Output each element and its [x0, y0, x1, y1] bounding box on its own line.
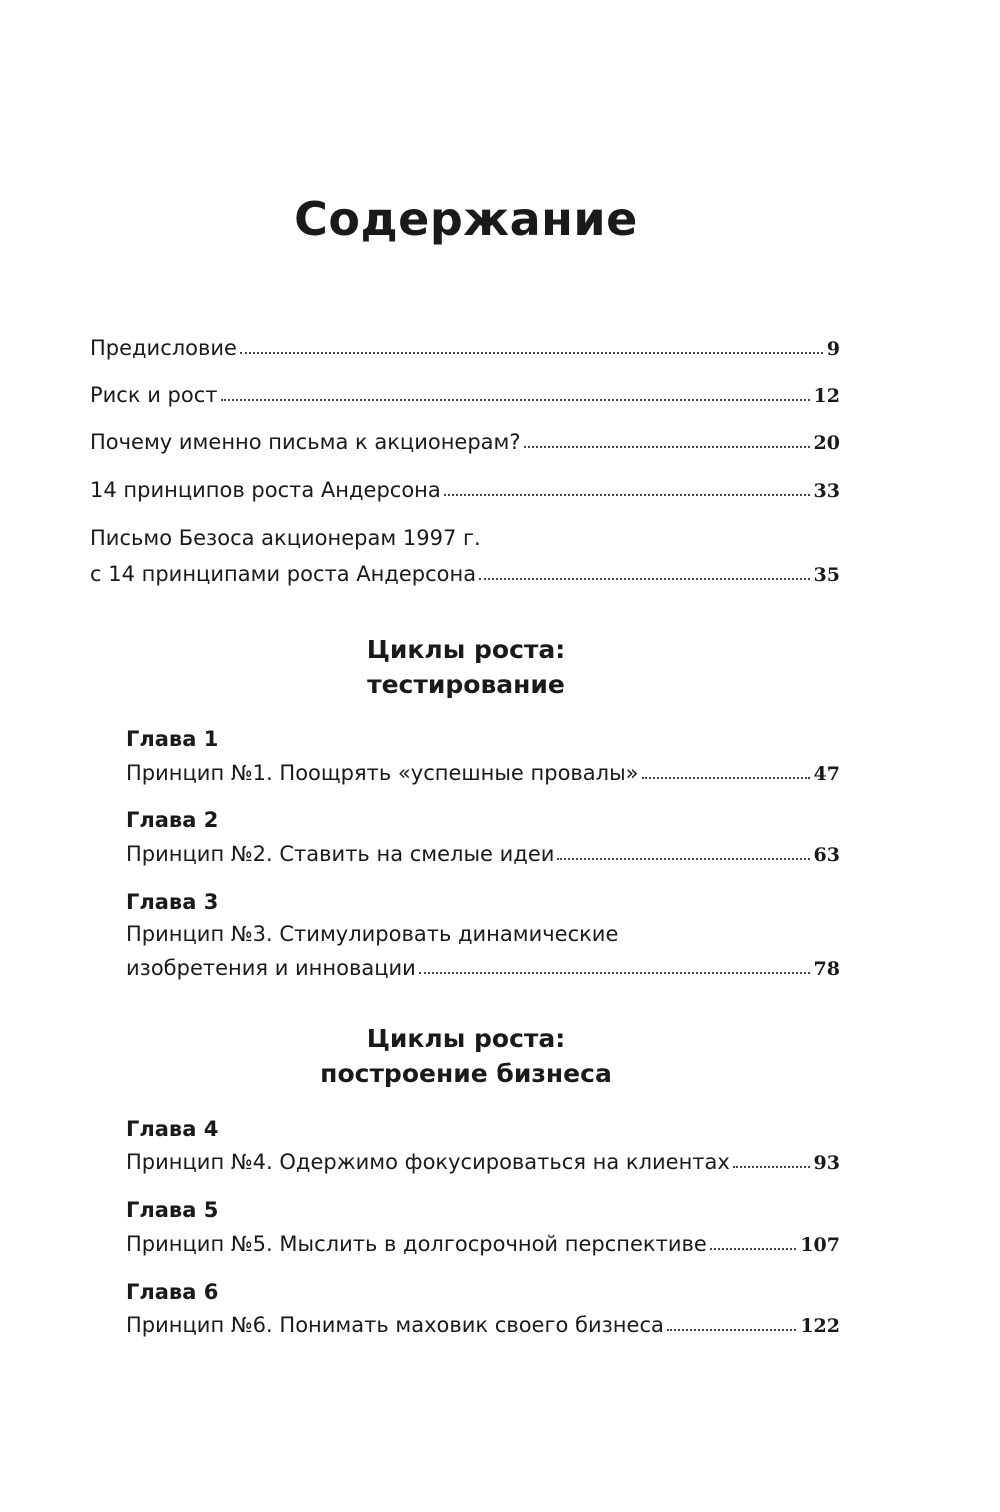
chapter-label: Глава 4: [126, 1117, 219, 1141]
page-title: Содержание: [294, 192, 638, 246]
toc-entry-label: Принцип №5. Мыслить в долгосрочной перспективе: [126, 1232, 707, 1256]
toc-entry-label-line1: Письмо Безоса акционерам 1997 г.: [90, 526, 481, 550]
toc-entry-page: 122: [800, 1315, 840, 1337]
toc-entry-label: Принцип №2. Ставить на смелые идеи: [126, 842, 555, 866]
toc-entry-page: 9: [826, 338, 840, 360]
chapter-label: Глава 5: [126, 1198, 219, 1222]
chapter-label: Глава 1: [126, 727, 219, 751]
toc-entry-label: Риск и рост: [90, 383, 218, 407]
toc-entry[interactable]: [126, 958, 840, 979]
dot-leader: [221, 399, 810, 401]
dot-leader: [524, 446, 810, 448]
toc-entry[interactable]: [90, 480, 840, 501]
dot-leader: [240, 352, 823, 354]
section-title: [0, 632, 932, 702]
toc-entry-label: изобретения и инновации: [126, 956, 416, 980]
toc-entry-page: 20: [813, 432, 840, 454]
section-title-line2: построение бизнеса: [320, 1059, 612, 1088]
toc-entry-page: 33: [813, 480, 840, 502]
dot-leader: [557, 858, 809, 860]
dot-leader: [642, 777, 810, 779]
toc-entry[interactable]: [126, 1234, 840, 1255]
toc-entry-label: Предисловие: [90, 336, 237, 360]
toc-entry-page: 93: [813, 1152, 840, 1174]
section-title: [0, 1021, 932, 1091]
dot-leader: [479, 578, 809, 580]
toc-entry[interactable]: [126, 1152, 840, 1173]
chapter-label: Глава 2: [126, 808, 219, 832]
section-title-line1: Циклы роста:: [366, 1024, 566, 1053]
toc-entry[interactable]: [90, 432, 840, 453]
toc-entry-page: 12: [813, 385, 840, 407]
chapter-label: Глава 6: [126, 1280, 219, 1304]
toc-entry-label: 14 принципов роста Андерсона: [90, 478, 441, 502]
toc-entry[interactable]: [90, 564, 840, 585]
chapter-label: Глава 3: [126, 890, 219, 914]
toc-entry-label: Принцип №1. Поощрять «успешные провалы»: [126, 761, 639, 785]
section-title-line2: тестирование: [367, 670, 565, 699]
toc-entry-page: 78: [813, 958, 840, 980]
dot-leader: [733, 1166, 810, 1168]
toc-entry-label: Почему именно письма к акционерам?: [90, 430, 521, 454]
toc-entry-label: Принцип №6. Понимать маховик своего бизнеса: [126, 1313, 664, 1337]
dot-leader: [667, 1329, 796, 1331]
dot-leader: [419, 972, 810, 974]
toc-entry-page: 47: [813, 763, 840, 785]
toc-entry[interactable]: [90, 385, 840, 406]
toc-entry-page: 63: [813, 844, 840, 866]
toc-entry[interactable]: [126, 1315, 840, 1336]
dot-leader: [710, 1248, 797, 1250]
toc-entry-label-line1: Принцип №3. Стимулировать динамические: [126, 922, 619, 946]
dot-leader: [444, 494, 810, 496]
toc-entry-label: с 14 принципами роста Андерсона: [90, 562, 477, 586]
toc-entry[interactable]: [126, 844, 840, 865]
toc-entry-label: Принцип №4. Одержимо фокусироваться на клиентах: [126, 1150, 730, 1174]
toc-entry[interactable]: [126, 763, 840, 784]
toc-entry-page: 107: [800, 1234, 840, 1256]
toc-entry-page: 35: [813, 564, 840, 586]
toc-entry[interactable]: [90, 338, 840, 359]
section-title-line1: Циклы роста:: [366, 635, 566, 664]
